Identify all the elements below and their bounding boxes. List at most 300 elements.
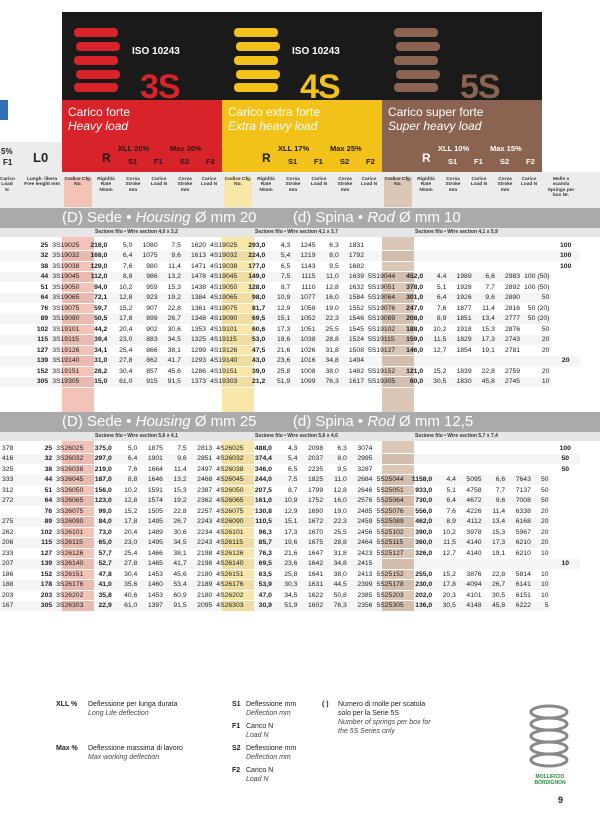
table-cell: 1647 — [299, 548, 325, 559]
table-cell: 1299 — [183, 345, 208, 356]
sub-carico2-5s: Carico Load N — [520, 177, 538, 188]
table-cell: 3S19101 — [50, 324, 82, 335]
left-f1: F1 — [3, 158, 13, 167]
table-cell: 247,0 — [398, 303, 425, 314]
table-cell: 4094 — [458, 580, 484, 591]
table-cell: 3S19126 — [50, 345, 82, 356]
s1-rod-d: Ø mm 10 — [394, 209, 461, 226]
table-cell — [0, 345, 13, 356]
sub-carico1-3s: Carico Load N — [150, 177, 168, 188]
table-row — [0, 240, 580, 251]
table-cell — [425, 251, 448, 262]
table-cell: 9,6 — [474, 293, 497, 304]
table-cell: 1825 — [299, 475, 325, 486]
f1-5s: F1 — [474, 157, 483, 166]
table-cell: 10,9 — [267, 293, 292, 304]
s2-housing-d: Ø mm 25 — [190, 413, 257, 430]
legend-xll — [56, 700, 206, 718]
table-cell: 1245 — [292, 240, 317, 251]
table-cell: 375,0 — [86, 443, 114, 454]
table-cell — [507, 443, 533, 454]
table-row — [0, 324, 580, 335]
table-cell: 177,0 — [240, 261, 267, 272]
table-cell: 3S19090 — [50, 314, 82, 325]
table-cell: 96,3 — [246, 527, 274, 538]
table-cell: 2485 — [349, 506, 375, 517]
table-cell: 1989 — [448, 272, 473, 283]
table-cell: 262 — [2, 528, 14, 536]
table-cell: 1494 — [341, 356, 366, 367]
table-cell: 2095 — [189, 601, 215, 612]
table-cell: 5,1 — [434, 485, 458, 496]
table-cell: 12,7 — [425, 345, 448, 356]
table-cell — [434, 559, 458, 570]
table-cell: 1854 — [448, 345, 473, 356]
table-cell: 21,6 — [267, 345, 292, 356]
table-cell: 146,0 — [398, 345, 425, 356]
table-row — [0, 272, 580, 283]
table-cell: 13,4 — [474, 314, 497, 325]
table-cell: 6,4 — [425, 293, 448, 304]
table-cell — [522, 356, 551, 367]
table-cell: 5,0 — [114, 443, 140, 454]
table-cell: 2098 — [299, 443, 325, 454]
table-cell: 22,8 — [474, 366, 497, 377]
table-cell: 76,3 — [325, 601, 349, 612]
table-cell: 883 — [134, 335, 159, 346]
table-cell: 3S26140 — [54, 559, 86, 570]
load-en-4s: Extra heavy load — [228, 119, 318, 133]
table-cell: 20 — [522, 345, 551, 356]
table-cell: 100 — [551, 251, 580, 262]
table-cell: 1495 — [139, 538, 165, 549]
legend-s1 — [232, 700, 332, 718]
legend-f1-key: F1 — [232, 723, 241, 730]
table-cell: 1453 — [139, 569, 165, 580]
table-cell: 3S19045 — [50, 272, 82, 283]
table-cell: 4S26303 — [214, 601, 246, 612]
table-cell: 2362 — [189, 496, 215, 507]
table-cell: 16,0 — [325, 496, 349, 507]
table-row — [0, 569, 580, 580]
table-cell — [0, 261, 13, 272]
table-cell: 272 — [2, 497, 14, 505]
table-cell: 1453 — [139, 590, 165, 601]
legend-max-it: Deflessione massima di lavoro — [88, 745, 183, 752]
table-cell: 3S26151 — [54, 569, 86, 580]
table-cell: 3S26045 — [54, 475, 86, 486]
table-cell: 378,0 — [398, 282, 425, 293]
table-cell: 3S19305 — [50, 377, 82, 388]
table-cell: 60,0 — [398, 377, 425, 388]
table-cell: 20 — [551, 356, 580, 367]
table-cell: 127 — [13, 345, 50, 356]
table-cell: 297,0 — [86, 454, 114, 465]
table-cell — [0, 240, 13, 251]
table-cell: 152 — [13, 366, 50, 377]
table-cell: 5S25152 — [374, 569, 406, 580]
table-cell: 3S26032 — [54, 454, 86, 465]
table-cell: 1664 — [139, 464, 165, 475]
table-cell: 1080 — [134, 240, 159, 251]
table-cell: 23,6 — [274, 559, 300, 570]
table-cell: 53,9 — [246, 580, 274, 591]
table-cell: 15,1 — [267, 314, 292, 325]
table-cell: 7137 — [507, 485, 533, 496]
table-cell: 1495 — [139, 517, 165, 528]
table-cell: 4S26126 — [214, 548, 246, 559]
table-cell: 2413 — [349, 569, 375, 580]
table-cell: 30,4 — [109, 366, 134, 377]
table-cell: 44 — [15, 475, 54, 486]
table-cell: 3978 — [458, 527, 484, 538]
table-cell: 2983 — [497, 272, 522, 283]
table-cell — [366, 251, 398, 262]
table-cell: 5S19064 — [366, 293, 398, 304]
legend-f2 — [232, 766, 332, 784]
table-cell — [458, 464, 484, 475]
table-cell — [0, 282, 13, 293]
table-cell: 1361 — [183, 303, 208, 314]
table-cell: 30,4 — [114, 569, 140, 580]
table-row — [0, 527, 580, 538]
table-cell: 2464 — [349, 538, 375, 549]
table-cell: 3S26075 — [54, 506, 86, 517]
sub-codice-5s: Codice Cfg. No. — [384, 177, 412, 207]
table-cell: 15,3 — [474, 324, 497, 335]
table-cell: 462,0 — [406, 517, 434, 528]
table-cell: 1799 — [299, 485, 325, 496]
table-cell: 121,0 — [398, 366, 425, 377]
table-cell: 23,0 — [109, 335, 134, 346]
brand-name: MOLLIFICIO BORDIGNON — [534, 774, 566, 786]
table-cell: 1353 — [183, 324, 208, 335]
table-cell: 41,0 — [86, 580, 114, 591]
table-cell: 51,9 — [267, 377, 292, 388]
table-cell: 1829 — [448, 335, 473, 346]
table-cell: 6,4 — [434, 496, 458, 507]
table-cell — [398, 251, 425, 262]
table-cell: 1682 — [341, 261, 366, 272]
table-cell: 325 — [2, 465, 14, 473]
max-5s: Max 15% — [490, 144, 522, 153]
table-cell: 5S25089 — [374, 517, 406, 528]
table-cell: 3S19115 — [50, 335, 82, 346]
table-cell: 1110 — [292, 282, 317, 293]
table-cell: 2781 — [497, 345, 522, 356]
section1-title — [0, 208, 600, 228]
table-cell — [474, 261, 497, 272]
table-cell: 5S19051 — [366, 282, 398, 293]
table-row — [0, 303, 580, 314]
table-cell: 5S25178 — [374, 580, 406, 591]
table-cell: 4S19065 — [208, 293, 240, 304]
table-cell: 224,0 — [240, 251, 267, 262]
sub-lungh: Lungh. libera Free lenght mm — [24, 177, 60, 188]
table-cell: 11,4 — [165, 464, 189, 475]
table-cell: 50 — [522, 324, 551, 335]
table-cell: 12,8 — [318, 282, 341, 293]
table-cell: 25,5 — [318, 324, 341, 335]
table-cell: 255,0 — [406, 569, 434, 580]
table-cell: 907 — [134, 303, 159, 314]
table-cell: 50 (20) — [522, 314, 551, 325]
table-cell — [0, 251, 13, 262]
table-row — [0, 548, 580, 559]
table-cell: 38 — [15, 464, 54, 475]
legend-s2-key: S2 — [232, 745, 241, 752]
table-cell: 6,6 — [484, 475, 508, 486]
legend-s1-key: S1 — [232, 701, 241, 708]
table-cell: 3S19075 — [50, 303, 82, 314]
table-cell: 19,1 — [474, 345, 497, 356]
table-cell: 301,0 — [398, 293, 425, 304]
table-cell — [434, 464, 458, 475]
table-cell: 30,5 — [484, 590, 508, 601]
xll-3s: XLL 20% — [118, 144, 150, 153]
table-cell: 110,5 — [246, 517, 274, 528]
table-cell — [497, 356, 522, 367]
table-cell — [0, 303, 13, 314]
table-cell: 10 — [533, 580, 551, 591]
table-cell: 1465 — [139, 559, 165, 570]
table-cell: 556,0 — [406, 506, 434, 517]
table-cell — [533, 559, 551, 570]
s2-3s: S2 — [180, 157, 190, 166]
table-cell: 38,0 — [318, 366, 341, 377]
table-cell: 4S26140 — [214, 559, 246, 570]
table-cell: 1051 — [292, 324, 317, 335]
table-cell: 85,7 — [246, 538, 274, 549]
table-cell: 34,5 — [274, 590, 300, 601]
sub-corsa2-5s: Corsa Stroke mm — [497, 177, 513, 193]
table-cell: 2497 — [189, 464, 215, 475]
table-cell: 19,0 — [318, 303, 341, 314]
table-cell — [0, 356, 13, 367]
table-cell: 72,1 — [82, 293, 109, 304]
table-cell: 312 — [2, 486, 14, 494]
table-cell: 139 — [13, 356, 50, 367]
table-cell: 25,8 — [267, 366, 292, 377]
table-cell: 8,7 — [274, 485, 300, 496]
table-cell: 3S19025 — [50, 240, 82, 251]
table-cell: 4S26115 — [214, 538, 246, 549]
table-cell: 102 — [13, 324, 50, 335]
table-cell: 3S19140 — [50, 356, 82, 367]
section2-title — [0, 412, 600, 432]
table-cell: 6338 — [507, 506, 533, 517]
legend-max-key: Max % — [56, 745, 78, 752]
table-cell: 1574 — [139, 496, 165, 507]
table-cell: 5S25115 — [374, 538, 406, 549]
table-cell: 374,4 — [246, 454, 274, 465]
table-cell: 1008 — [292, 366, 317, 377]
table-cell — [507, 464, 533, 475]
table-cell: 43,0 — [240, 356, 267, 367]
table-cell: 17,3 — [474, 335, 497, 346]
table-cell: 902 — [134, 324, 159, 335]
table-cell: 6210 — [507, 538, 533, 549]
table-cell: 15,3 — [160, 282, 183, 293]
series-4s-hero — [222, 12, 382, 100]
table-cell: 7,5 — [274, 475, 300, 486]
max-3s: Max 30% — [170, 144, 202, 153]
table-cell — [533, 443, 551, 454]
r-5s: R — [422, 151, 431, 165]
max-4s: Max 25% — [330, 144, 362, 153]
series-3s-hero — [62, 12, 222, 100]
table-cell: 73,0 — [86, 527, 114, 538]
table-cell: 11,0 — [325, 475, 349, 486]
section2-wire — [0, 432, 600, 441]
table-cell: 152 — [15, 569, 54, 580]
table-cell: 1038 — [292, 335, 317, 346]
table-cell: 1286 — [183, 366, 208, 377]
table-cell: 156,0 — [86, 485, 114, 496]
table-cell — [484, 464, 508, 475]
table-cell: 5S25076 — [374, 506, 406, 517]
table-cell — [533, 454, 551, 465]
table-cell: 2876 — [497, 324, 522, 335]
sub-corsa2-4s: Corsa Stroke mm — [337, 177, 353, 193]
table-cell: 6168 — [507, 517, 533, 528]
table-cell: 4S19140 — [208, 356, 240, 367]
table-cell: 2646 — [349, 485, 375, 496]
table-cell — [406, 559, 434, 570]
table-cell: 6,3 — [318, 240, 341, 251]
table-cell: 293,0 — [240, 240, 267, 251]
table-cell: 1591 — [139, 485, 165, 496]
colhdr-3s — [62, 142, 222, 172]
table-cell: 10,2 — [109, 282, 134, 293]
sub-molle: Molle x scatola Springs per box Nr. — [547, 177, 575, 199]
table-cell: 1077 — [292, 293, 317, 304]
table-cell: 20 — [522, 335, 551, 346]
table-cell: 15,3 — [165, 485, 189, 496]
table-cell: 38,1 — [165, 548, 189, 559]
table-cell: 76,3 — [318, 377, 341, 388]
table-cell: 50 — [551, 454, 580, 465]
table-cell: 3S26038 — [54, 464, 86, 475]
table-cell: 12,8 — [114, 496, 140, 507]
table-cell: 3S26050 — [54, 485, 86, 496]
table-cell: 866 — [134, 345, 159, 356]
table-cell: 168,0 — [82, 251, 109, 262]
table-cell: 4,3 — [274, 443, 300, 454]
s2-spina: (d) Spina • — [292, 413, 368, 430]
legend-f2-it: Carico N — [246, 767, 274, 774]
table-cell: 20 — [533, 517, 551, 528]
table-cell: 378 — [2, 444, 14, 452]
table-cell: 13,2 — [160, 272, 183, 283]
legend-s1-en: Deflection mm — [246, 710, 291, 717]
table-cell: 1918 — [448, 324, 473, 335]
table-cell — [497, 261, 522, 272]
table-cell: 1584 — [341, 293, 366, 304]
table-cell: 13,2 — [165, 475, 189, 486]
table-cell: 1489 — [139, 527, 165, 538]
table-cell: 4S19090 — [208, 314, 240, 325]
table-cell: 5,1 — [425, 282, 448, 293]
table-cell: 5S19152 — [366, 366, 398, 377]
colhdr-4s — [222, 142, 382, 172]
table-cell — [484, 559, 508, 570]
table-cell: 2745 — [497, 377, 522, 388]
table-cell — [522, 251, 551, 262]
table-cell: 3S26025 — [54, 443, 86, 454]
table-cell: 61,0 — [109, 377, 134, 388]
table-cell: 51 — [15, 485, 54, 496]
table-cell: 3S26101 — [54, 527, 86, 538]
red-spring-icon — [70, 22, 124, 94]
table-cell: 986 — [134, 272, 159, 283]
table-cell: 2684 — [349, 475, 375, 486]
table-cell — [507, 559, 533, 570]
table-cell: 7,7 — [474, 282, 497, 293]
sub-corsa1-4s: Corsa Stroke mm — [285, 177, 301, 193]
table-cell: 57,7 — [86, 548, 114, 559]
table-cell: 4140 — [458, 538, 484, 549]
table-cell: 20 — [533, 527, 551, 538]
table-cell — [0, 377, 13, 388]
table-cell: 1397 — [139, 601, 165, 612]
table-cell: 39,0 — [240, 366, 267, 377]
table-cell: 1875 — [139, 443, 165, 454]
subheader-row — [0, 172, 600, 208]
table-cell: 22,3 — [325, 517, 349, 528]
table-cell: 76 — [13, 303, 50, 314]
table-cell: 1058 — [292, 303, 317, 314]
table-cell: 19,6 — [274, 538, 300, 549]
table-cell: 9,5 — [325, 464, 349, 475]
table-cell: 1675 — [299, 538, 325, 549]
table-cell: 31,8 — [318, 345, 341, 356]
table-cell: 178 — [15, 580, 54, 591]
table-cell: 7,5 — [165, 443, 189, 454]
table-cell: 28,8 — [325, 538, 349, 549]
table-cell: 305 — [15, 601, 54, 612]
table-cell: 333 — [2, 476, 14, 484]
table-cell: 35,8 — [86, 590, 114, 601]
table-cell: 1384 — [183, 293, 208, 304]
table-cell: 81,7 — [240, 303, 267, 314]
table-cell: 2235 — [299, 464, 325, 475]
table-cell: 20,3 — [434, 590, 458, 601]
table-cell: 3S26176 — [54, 580, 86, 591]
table-cell: 1482 — [341, 366, 366, 377]
legend-s2-it: Deflessione mm — [246, 745, 297, 752]
s2-rod: Rod — [367, 413, 395, 430]
table-cell: 15,2 — [425, 366, 448, 377]
s1-housing: Housing — [135, 209, 191, 226]
table-cell: 7,5 — [160, 240, 183, 251]
table-cell: 1075 — [134, 251, 159, 262]
table-row — [0, 282, 580, 293]
table-cell: 3074 — [349, 443, 375, 454]
table-cell: 115 — [13, 335, 50, 346]
table-cell: 65,0 — [86, 538, 114, 549]
table-cell: 27,8 — [114, 559, 140, 570]
brown-spring-icon — [390, 22, 444, 94]
table-cell: 1546 — [341, 314, 366, 325]
s1-sez3: Sezione filo • Wire section 4,0 x 3,2 — [95, 229, 178, 235]
table-cell: 3287 — [349, 464, 375, 475]
sub-corsa1-5s: Corsa Stroke mm — [445, 177, 461, 193]
table-cell: 34,5 — [165, 538, 189, 549]
series-5s-hero — [382, 12, 542, 100]
table-cell: 10 — [551, 559, 580, 570]
table-cell: 130,8 — [246, 506, 274, 517]
